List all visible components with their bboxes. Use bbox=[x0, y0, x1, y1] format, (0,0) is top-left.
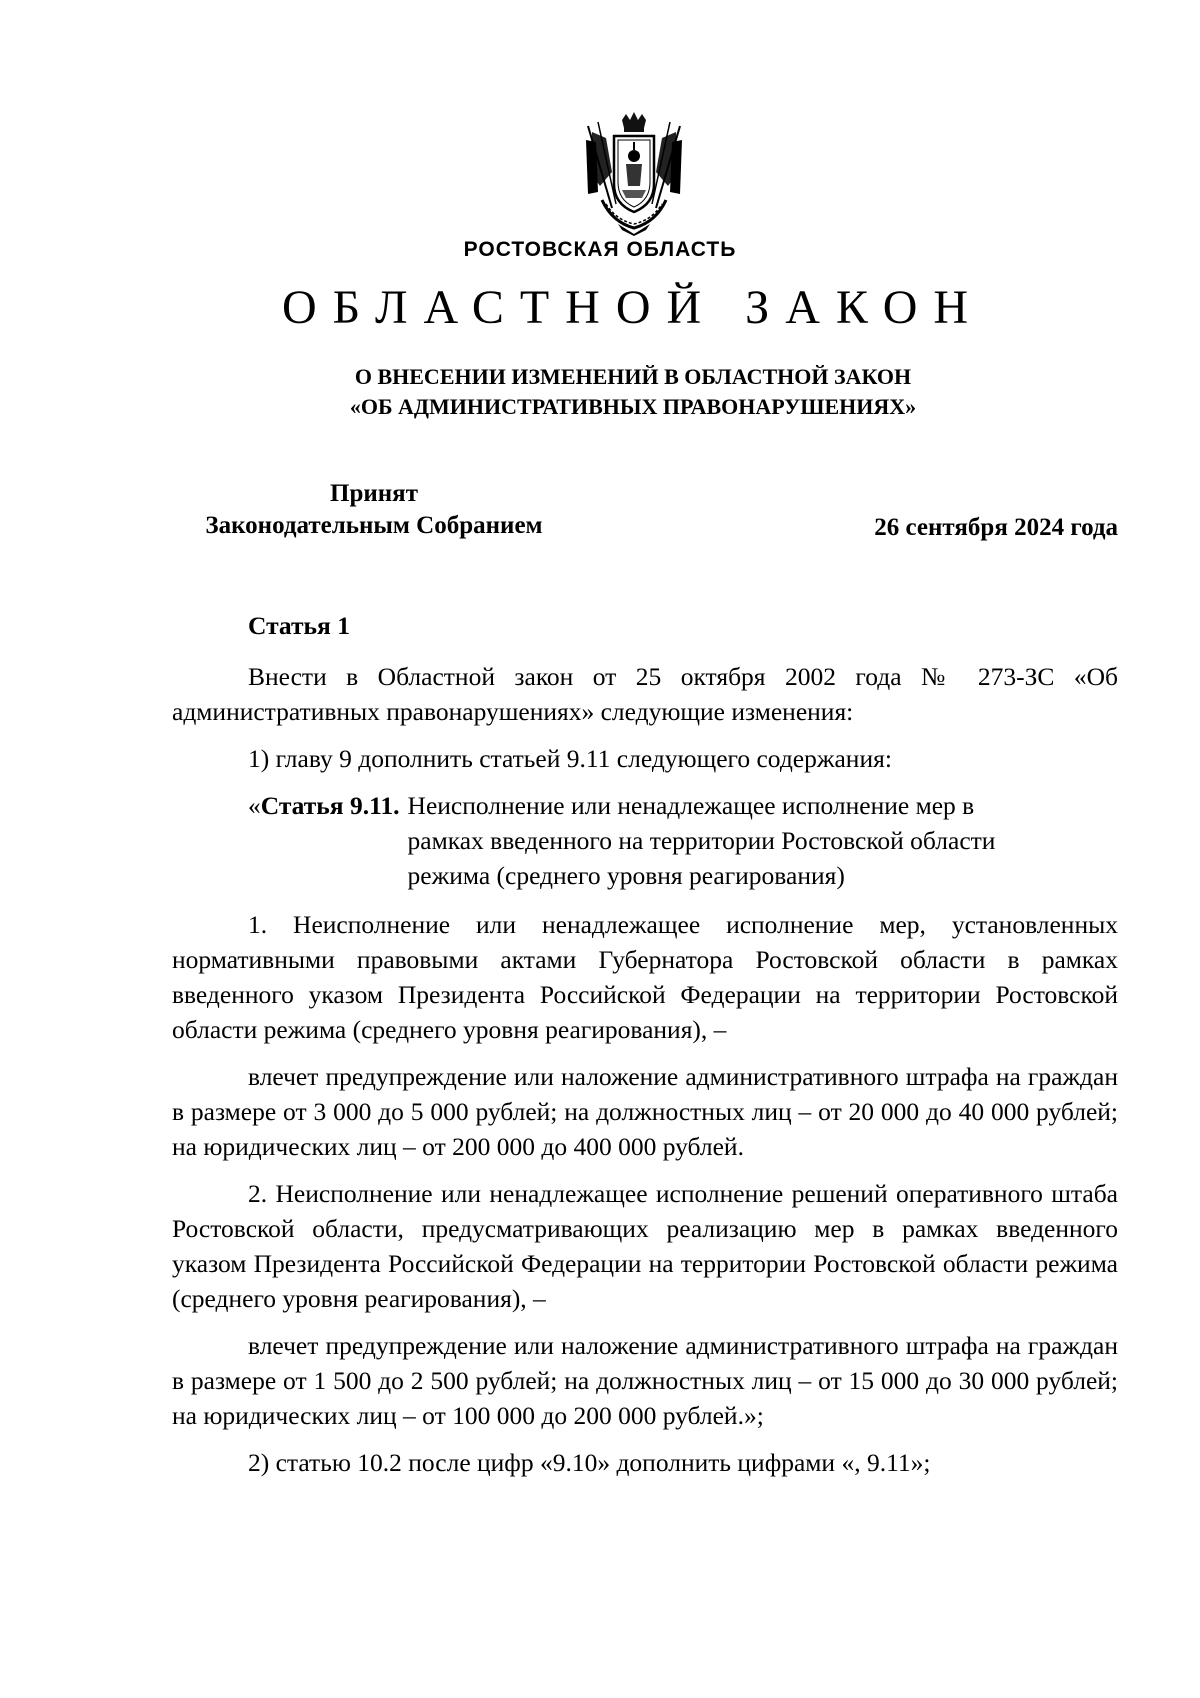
region-name: РОСТОВСКАЯ ОБЛАСТЬ bbox=[463, 238, 737, 261]
adoption-line-2: Законодательным Собранием bbox=[205, 512, 543, 539]
new-article-part-1: 1. Неисполнение или ненадлежащее исполнение мер, установленных нормативными правовыми актами Губернатора Ростовской области в рамках введенного указом Президента Российской Федерации на территории Ростовской области режима (среднего уровня реагирования), – bbox=[172, 910, 1118, 1044]
law-body bbox=[172, 608, 1118, 1492]
adoption-date: 26 сентября 2024 года bbox=[874, 514, 1118, 541]
law-type-heading: ОБЛАСТНОЙ ЗАКОН bbox=[281, 281, 985, 334]
amendment-item-2: 2) статью 10.2 после цифр «9.10» дополнить цифрами «, 9.11»; bbox=[248, 1448, 931, 1477]
law-title bbox=[0, 362, 1200, 422]
article-1-intro: Внести в Областной закон от 25 октября 2002 года № 273-ЗС «Об административных правонарушениях» следующие изменения: bbox=[172, 662, 1118, 726]
adoption-body bbox=[174, 478, 574, 542]
law-title-line-1: О ВНЕСЕНИИ ИЗМЕНЕНИЙ В ОБЛАСТНОЙ ЗАКОН bbox=[354, 364, 912, 389]
article-1-heading: Статья 1 bbox=[248, 611, 350, 640]
law-title-line-2: «ОБ АДМИНИСТРАТИВНЫХ ПРАВОНАРУШЕНИЯХ» bbox=[349, 394, 917, 419]
new-article-title: Неисполнение или ненадлежащее исполнение мер в рамках введенного на территории Ростовской области режима (среднего уровня реагирования) bbox=[407, 791, 996, 890]
new-article-label bbox=[248, 788, 400, 893]
adoption-line-1: Принят bbox=[330, 480, 418, 507]
new-article-part-2-penalty: влечет предупреждение или наложение административного штрафа на граждан в размере от 1 500 до 2 500 рублей; на должностных лиц – от 15 000 до 30 000 рублей; на юридических лиц – от 100 000 до 200 000 рублей.»; bbox=[172, 1331, 1118, 1430]
new-article-part-1-penalty: влечет предупреждение или наложение административного штрафа на граждан в размере от 3 000 до 5 000 рублей; на должностных лиц – от 20 000 до 40 000 рублей; на юридических лиц – от 200 000 до 400 000 рублей. bbox=[172, 1062, 1118, 1161]
opening-quote: « bbox=[248, 791, 261, 820]
new-article-number: Статья 9.11. bbox=[260, 791, 400, 820]
new-article-part-2: 2. Неисполнение или ненадлежащее исполнение решений оперативного штаба Ростовской области, предусматривающих реализацию мер в рамках введенного указом Президента Российской Федерации на территории Ростовской области режима (среднего уровня реагирования), – bbox=[172, 1179, 1118, 1313]
coat-of-arms-emblem bbox=[582, 112, 686, 236]
amendment-item-1: 1) главу 9 дополнить статьей 9.11 следующего содержания: bbox=[248, 744, 892, 773]
new-article-heading bbox=[248, 788, 1118, 893]
